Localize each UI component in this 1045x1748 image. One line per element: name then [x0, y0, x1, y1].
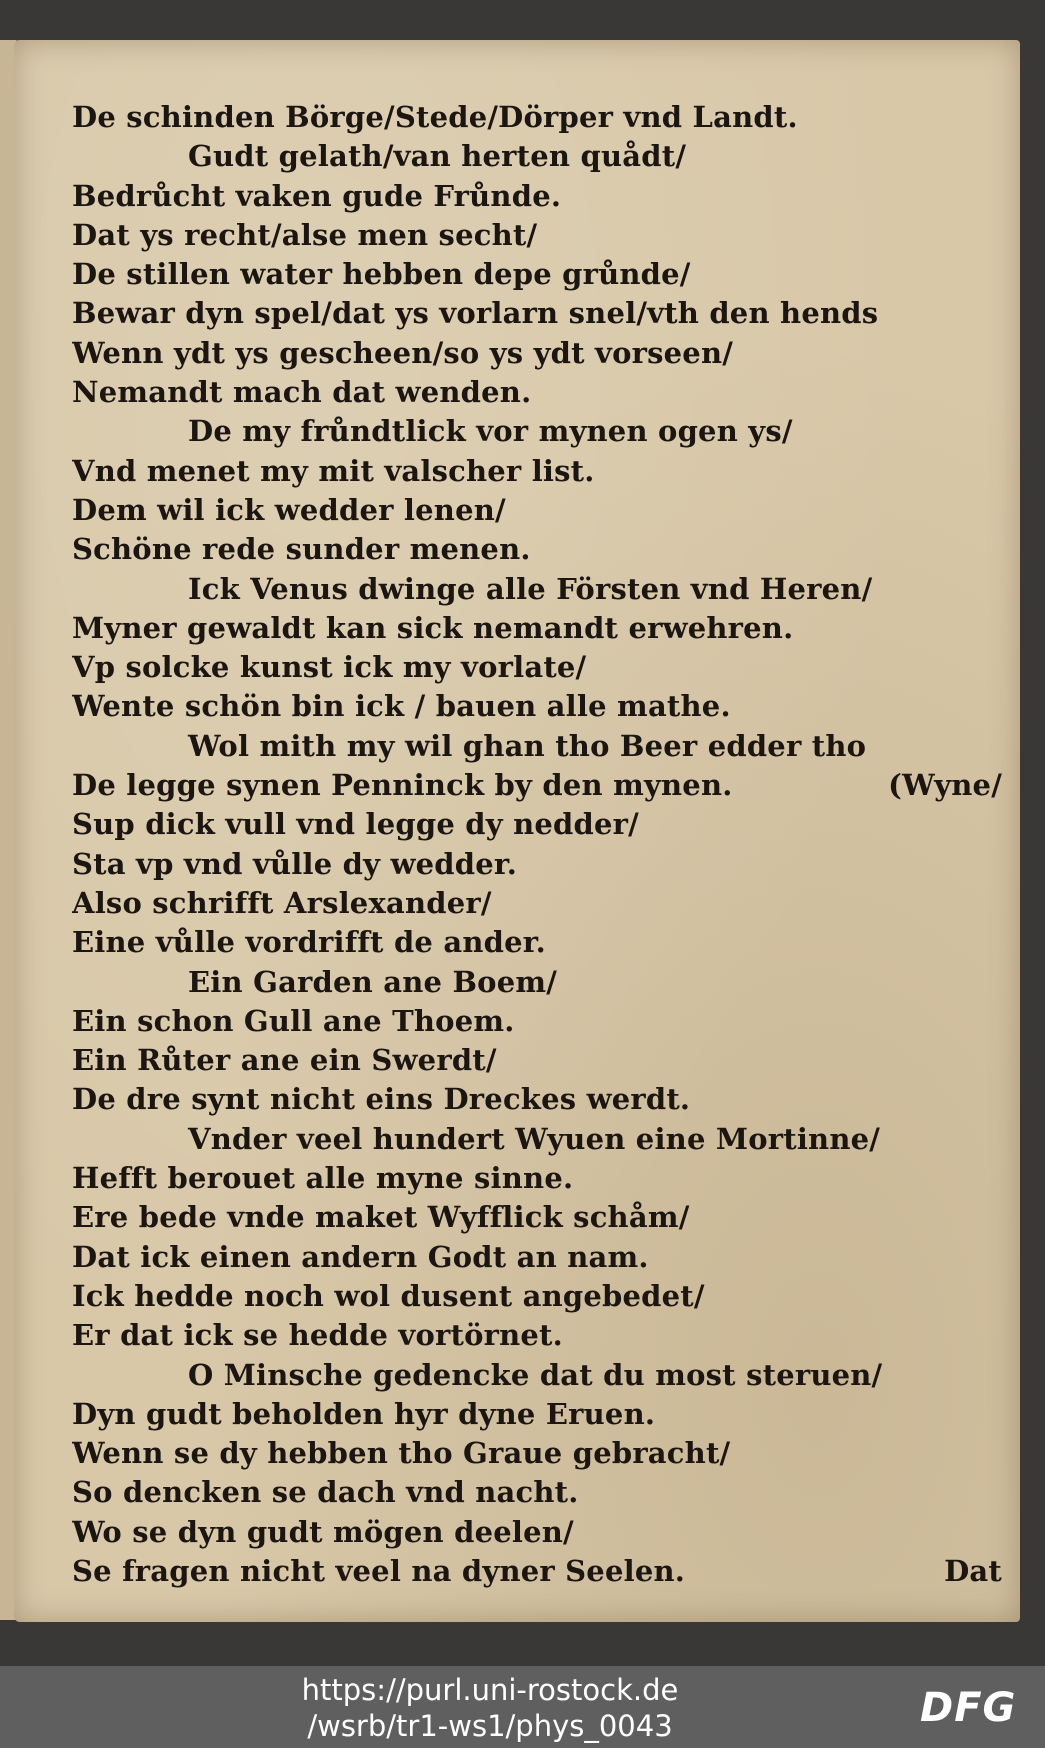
catchword: Dat: [944, 1553, 1002, 1588]
text-line: Vp solcke kunst ick my vorlate/: [72, 650, 587, 685]
footer-bar: [0, 1666, 1045, 1748]
text-line: De dre synt nicht eins Dreckes werdt.: [72, 1082, 691, 1117]
text-block: [72, 98, 1002, 1591]
text-line: De stillen water hebben depe grůnde/: [72, 257, 691, 292]
text-line: De schinden Börge/Stede/Dörper vnd Landt.: [72, 100, 798, 134]
text-line: Vnder veel hundert Wyuen eine Mortinne/: [188, 1121, 881, 1156]
text-line: Sup dick vull vnd legge dy nedder/: [72, 807, 639, 842]
text-line: Eine vůlle vordrifft de ander.: [72, 925, 546, 960]
text-line: Schöne rede sunder menen.: [72, 532, 531, 567]
text-line: Wo se dyn gudt mögen deelen/: [72, 1514, 574, 1549]
text-line: Wenn ydt ys gescheen/so ys ydt vorseen/: [72, 335, 734, 370]
text-line: Also schrifft Arslexander/: [72, 885, 492, 920]
text-line: Dat ys recht/alse men secht/: [72, 217, 538, 252]
text-line: [72, 766, 1002, 805]
text-line: O Minsche gedencke dat du most steruen/: [188, 1357, 883, 1392]
text-line: Bedrůcht vaken gude Frůnde.: [72, 178, 562, 213]
text-line: Dem wil ick wedder lenen/: [72, 492, 506, 527]
url-line-1[interactable]: https://purl.uni-rostock.de: [301, 1673, 679, 1707]
source-url[interactable]: [280, 1672, 700, 1744]
text-line: Sta vp vnd vůlle dy wedder.: [72, 846, 518, 881]
text-line: Ein schon Gull ane Thoem.: [72, 1003, 515, 1038]
text-line: Gudt gelath/van herten quådt/: [188, 139, 687, 174]
dfg-logo: DFG: [920, 1685, 1017, 1731]
text-line-main: De legge synen Penninck by den mynen.: [72, 768, 733, 803]
text-line: Wol mith my wil ghan tho Beer edder tho: [188, 728, 867, 763]
text-line: Ein Garden ane Boem/: [188, 964, 558, 999]
text-line: So dencken se dach vnd nacht.: [72, 1475, 579, 1510]
book-page: [14, 40, 1020, 1622]
text-line: Dyn gudt beholden hyr dyne Eruen.: [72, 1396, 656, 1431]
text-line: De my frůndtlick vor mynen ogen ys/: [188, 414, 793, 449]
text-line-main: Se fragen nicht veel na dyner Seelen.: [72, 1553, 686, 1588]
text-line: Wente schön bin ick / bauen alle mathe.: [72, 689, 731, 724]
text-line: Ick Venus dwinge alle Försten vnd Heren/: [188, 571, 873, 606]
text-line: Nemandt mach dat wenden.: [72, 375, 532, 410]
text-line: Hefft berouet alle myne sinne.: [72, 1161, 574, 1196]
text-line: Ere bede vnde maket Wyfflick schåm/: [72, 1200, 690, 1235]
text-line: Er dat ick se hedde vortörnet.: [72, 1318, 563, 1353]
url-line-2[interactable]: /wsrb/tr1-ws1/phys_0043: [307, 1709, 673, 1743]
text-line: [72, 1552, 1002, 1591]
text-line: Myner gewaldt kan sick nemandt erwehren.: [72, 610, 794, 645]
text-line: Ick hedde noch wol dusent angebedet/: [72, 1278, 705, 1313]
text-line: Bewar dyn spel/dat ys vorlarn snel/vth den hends: [72, 296, 879, 331]
text-line: Vnd menet my mit valscher list.: [72, 453, 595, 488]
text-line: Ein Růter ane ein Swerdt/: [72, 1043, 497, 1078]
text-line: Wenn se dy hebben tho Graue gebracht/: [72, 1436, 731, 1471]
text-line-continuation: (Wyne/: [888, 768, 1002, 803]
text-line: Dat ick einen andern Godt an nam.: [72, 1239, 649, 1274]
